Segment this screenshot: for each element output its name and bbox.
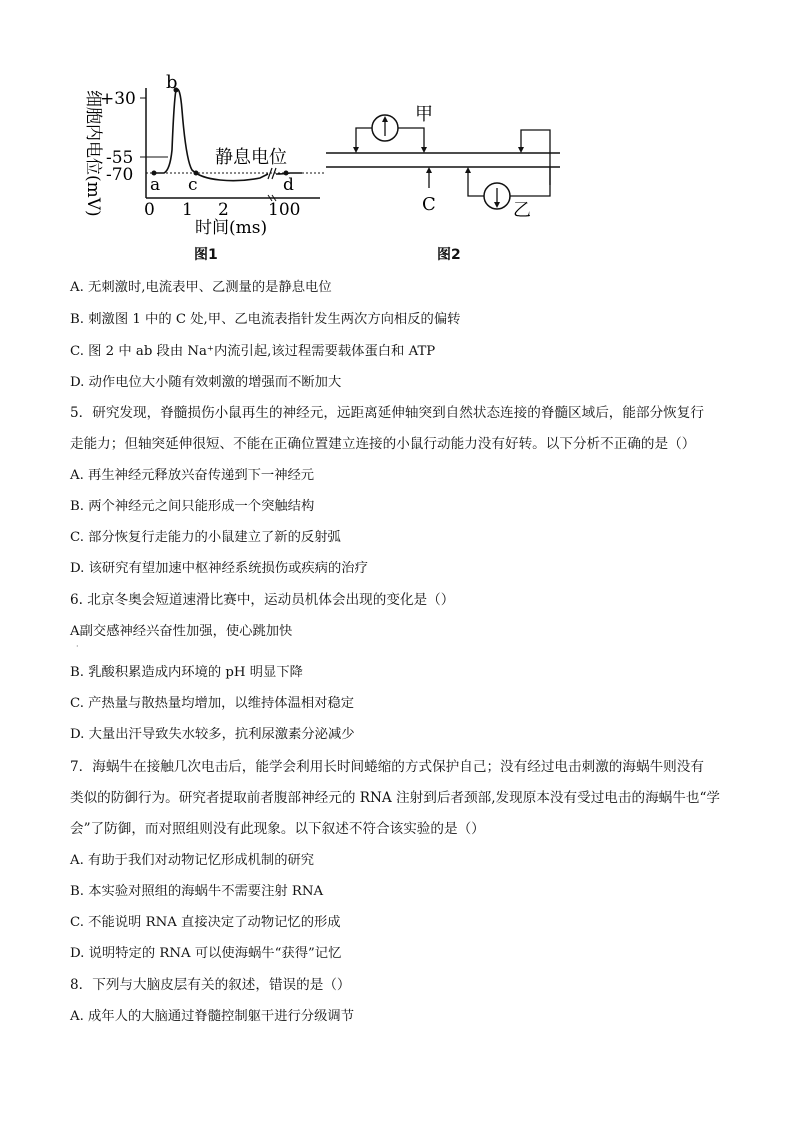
q6-stem: 6. 北京冬奥会短道速滑比赛中，运动员机体会出现的变化是（） xyxy=(70,592,455,608)
q5-stem-line1: 5．研究发现，脊髓损伤小鼠再生的神经元，远距离延伸轴突到自然状态连接的脊髓区域后，能部分恢复行 xyxy=(70,405,704,421)
q5-option-d: D. 该研究有望加速中枢神经系统损伤或疾病的治疗 xyxy=(70,561,368,576)
figures-area xyxy=(70,70,590,265)
figure2-meter-yi: 乙 xyxy=(513,200,531,221)
q7-stem-line3: 会”了防御，而对照组则没有此现象。以下叙述不符合该实验的是（） xyxy=(70,821,485,837)
figure1-xlabel: 时间(ms) xyxy=(195,218,268,238)
q7-option-c: C. 不能说明 RNA 直接决定了动物记忆的形成 xyxy=(70,915,341,930)
q7-option-b: B. 本实验对照组的海蜗牛不需要注射 RNA xyxy=(70,884,324,899)
q4-option-d: D. 动作电位大小随有效刺激的增强而不断加大 xyxy=(70,375,342,390)
q8-option-a: A. 成年人的大脑通过脊髓控制躯干进行分级调节 xyxy=(70,1009,354,1024)
q4-option-c: C. 图 2 中 ab 段由 Na⁺内流引起,该过程需要载体蛋白和 ATP xyxy=(70,344,436,359)
q5-option-b: B. 两个神经元之间只能形成一个突触结构 xyxy=(70,499,315,514)
figure1-graph xyxy=(70,70,590,245)
stray-mark: · xyxy=(76,642,79,651)
figure1-xtick-2: 2 xyxy=(218,200,229,220)
figure1-ytick-55: -55 xyxy=(106,148,134,168)
q5-option-a: A. 再生神经元释放兴奋传递到下一神经元 xyxy=(70,468,315,483)
q6-option-a: A副交感神经兴奋性加强，使心跳加快 xyxy=(70,624,293,639)
figure1-xtick-100: 100 xyxy=(268,200,301,220)
figure1-point-a: a xyxy=(150,175,161,195)
figure1-resting-label: 静息电位 xyxy=(215,147,287,168)
figure2-meter-jia: 甲 xyxy=(415,104,433,125)
figure1-point-d: d xyxy=(283,175,294,195)
q7-stem-line2: 类似的防御行为。研究者提取前者腹部神经元的 RNA 注射到后者颈部,发现原本没有受过电击的海蜗牛也“学 xyxy=(70,790,720,806)
q5-stem-line2: 走能力；但轴突延伸很短、不能在正确位置建立连接的小鼠行动能力没有好转。以下分析不正确的是（） xyxy=(70,436,696,452)
q7-stem-line1: 7．海蜗牛在接触几次电击后，能学会利用长时间蜷缩的方式保护自己；没有经过电击刺激的海蜗牛则没有 xyxy=(70,759,704,775)
q7-option-d: D. 说明特定的 RNA 可以使海蜗牛“获得”记忆 xyxy=(70,946,342,961)
figure1-xtick-1: 1 xyxy=(182,200,193,220)
q6-option-b: B. 乳酸积累造成内环境的 pH 明显下降 xyxy=(70,665,303,680)
q4-option-b: B. 刺激图 1 中的 C 处,甲、乙电流表指针发生两次方向相反的偏转 xyxy=(70,312,461,327)
figure1-point-b: b xyxy=(166,72,178,93)
figure1-ytick-70: -70 xyxy=(106,165,134,185)
figure1-ytick-30: +30 xyxy=(100,89,136,109)
figure2-diagram xyxy=(326,104,560,221)
figure2-caption: 图2 xyxy=(437,247,461,263)
figure1-caption: 图1 xyxy=(194,247,218,263)
q5-option-c: C. 部分恢复行走能力的小鼠建立了新的反射弧 xyxy=(70,530,341,545)
q7-option-a: A. 有助于我们对动物记忆形成机制的研究 xyxy=(70,853,315,868)
figure1-xtick-0: 0 xyxy=(144,200,155,220)
q6-option-c: C. 产热量与散热量均增加，以维持体温相对稳定 xyxy=(70,696,355,711)
figure1-ylabel: 细胞内电位(mV) xyxy=(83,90,103,217)
q6-option-d: D. 大量出汗导致失水较多，抗利尿激素分泌减少 xyxy=(70,727,355,742)
q8-stem: 8．下列与大脑皮层有关的叙述，错误的是（） xyxy=(70,977,351,993)
q4-option-a: A. 无刺激时,电流表甲、乙测量的是静息电位 xyxy=(70,280,332,295)
figure2-point-c: C xyxy=(422,194,436,215)
figure1-point-c: c xyxy=(188,175,198,195)
